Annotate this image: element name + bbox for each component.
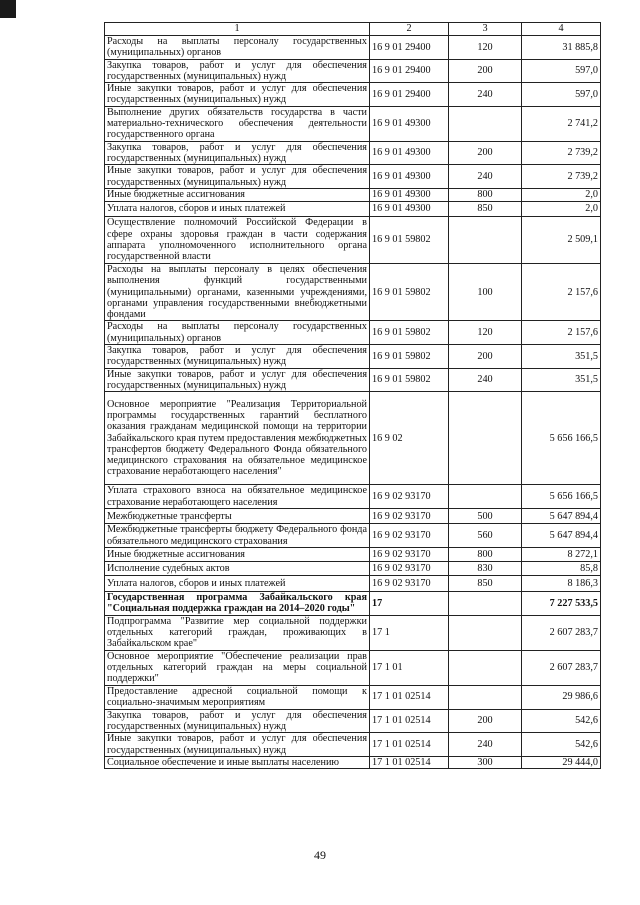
header-row [105, 23, 601, 36]
table-row [105, 561, 601, 575]
row-code-cell: 17 [370, 591, 449, 615]
table-row [105, 141, 601, 165]
row-sum-cell: 2 741,2 [522, 106, 601, 141]
table-row [105, 201, 601, 216]
row-sum-cell: 2 607 283,7 [522, 615, 601, 650]
table-row [105, 263, 601, 320]
row-name-cell: Расходы на выплаты персоналу государственных (муниципальных) органов [105, 36, 370, 60]
row-name-cell: Основное мероприятие "Реализация Территориальной программы государственных гарантий бесплатного оказания гражданам медицинской помощи на территории Забайкальского края путем предоставления межбюджетных трансфертов бюджету Федерального Фонда обязательного медицинского страхования на обязательное медицинское страхование неработающего населения" [105, 392, 370, 485]
row-name-cell: Закупка товаров, работ и услуг для обеспечения государственных (муниципальных) нужд [105, 709, 370, 733]
row-name-cell: Выполнение других обязательств государства в части материально-технического обеспечения деятельности государственного органа [105, 106, 370, 141]
row-sum-cell: 2,0 [522, 188, 601, 201]
row-sum-cell: 8 272,1 [522, 547, 601, 561]
row-type-cell [449, 216, 522, 263]
row-code-cell: 16 9 01 49300 [370, 141, 449, 165]
row-type-cell [449, 685, 522, 709]
row-sum-cell: 597,0 [522, 59, 601, 83]
table-row [105, 524, 601, 548]
table-row [105, 685, 601, 709]
row-sum-cell: 2 509,1 [522, 216, 601, 263]
row-type-cell: 120 [449, 36, 522, 60]
row-type-cell: 240 [449, 165, 522, 189]
table-row [105, 188, 601, 201]
row-type-cell: 200 [449, 59, 522, 83]
row-name-cell: Уплата налогов, сборов и иных платежей [105, 575, 370, 591]
row-type-cell: 800 [449, 547, 522, 561]
row-name-cell: Иные закупки товаров, работ и услуг для обеспечения государственных (муниципальных) нужд [105, 368, 370, 392]
row-type-cell: 850 [449, 575, 522, 591]
row-name-cell: Уплата страхового взноса на обязательное медицинское страхование неработающего населения [105, 485, 370, 509]
row-name-cell: Межбюджетные трансферты бюджету Федерального фонда обязательного медицинского страхования [105, 524, 370, 548]
row-type-cell [449, 650, 522, 685]
row-name-cell: Закупка товаров, работ и услуг для обеспечения государственных (муниципальных) нужд [105, 141, 370, 165]
table-row [105, 321, 601, 345]
row-name-cell: Расходы на выплаты персоналу государственных (муниципальных) органов [105, 321, 370, 345]
table-row [105, 615, 601, 650]
row-code-cell: 16 9 01 49300 [370, 201, 449, 216]
row-type-cell [449, 106, 522, 141]
row-sum-cell: 2,0 [522, 201, 601, 216]
row-sum-cell: 5 656 166,5 [522, 392, 601, 485]
row-code-cell: 16 9 01 49300 [370, 188, 449, 201]
row-code-cell: 16 9 01 59802 [370, 263, 449, 320]
row-sum-cell: 31 885,8 [522, 36, 601, 60]
row-code-cell: 17 1 [370, 615, 449, 650]
row-sum-cell: 542,6 [522, 733, 601, 757]
row-type-cell: 500 [449, 509, 522, 524]
table-row [105, 756, 601, 768]
header-cell-name: 1 [105, 23, 370, 36]
row-name-cell: Иные закупки товаров, работ и услуг для обеспечения государственных (муниципальных) нужд [105, 83, 370, 107]
row-name-cell: Иные закупки товаров, работ и услуг для обеспечения государственных (муниципальных) нужд [105, 733, 370, 757]
row-sum-cell: 2 607 283,7 [522, 650, 601, 685]
table-row [105, 547, 601, 561]
row-type-cell: 100 [449, 263, 522, 320]
row-code-cell: 16 9 02 93170 [370, 524, 449, 548]
table-row [105, 509, 601, 524]
row-type-cell: 800 [449, 188, 522, 201]
row-sum-cell: 85,8 [522, 561, 601, 575]
header-cell-type: 3 [449, 23, 522, 36]
row-code-cell: 16 9 01 59802 [370, 345, 449, 369]
row-sum-cell: 2 157,6 [522, 321, 601, 345]
table-row [105, 59, 601, 83]
row-code-cell: 16 9 02 93170 [370, 575, 449, 591]
table-row [105, 709, 601, 733]
row-name-cell: Государственная программа Забайкальского края "Социальная поддержка граждан на 2014–2020 годы" [105, 591, 370, 615]
row-code-cell: 17 1 01 02514 [370, 756, 449, 768]
row-sum-cell: 29 986,6 [522, 685, 601, 709]
row-sum-cell: 8 186,3 [522, 575, 601, 591]
row-code-cell: 16 9 01 59802 [370, 321, 449, 345]
table-row [105, 591, 601, 615]
row-name-cell: Иные бюджетные ассигнования [105, 547, 370, 561]
row-type-cell [449, 485, 522, 509]
row-type-cell: 850 [449, 201, 522, 216]
row-name-cell: Иные бюджетные ассигнования [105, 188, 370, 201]
table-row [105, 392, 601, 485]
table-row [105, 106, 601, 141]
row-sum-cell: 351,5 [522, 345, 601, 369]
row-type-cell: 120 [449, 321, 522, 345]
header-cell-sum: 4 [522, 23, 601, 36]
row-code-cell: 16 9 02 [370, 392, 449, 485]
table-row [105, 575, 601, 591]
budget-table [104, 22, 601, 769]
row-code-cell: 16 9 02 93170 [370, 509, 449, 524]
row-sum-cell: 7 227 533,5 [522, 591, 601, 615]
row-code-cell: 16 9 02 93170 [370, 547, 449, 561]
table-row [105, 485, 601, 509]
row-type-cell: 240 [449, 733, 522, 757]
row-type-cell: 200 [449, 709, 522, 733]
row-code-cell: 16 9 01 29400 [370, 83, 449, 107]
row-name-cell: Предоставление адресной социальной помощи к социально-значимым мероприятиям [105, 685, 370, 709]
row-type-cell: 200 [449, 345, 522, 369]
row-type-cell: 830 [449, 561, 522, 575]
row-type-cell [449, 591, 522, 615]
row-code-cell: 17 1 01 [370, 650, 449, 685]
row-type-cell: 200 [449, 141, 522, 165]
row-name-cell: Иные закупки товаров, работ и услуг для обеспечения государственных (муниципальных) нужд [105, 165, 370, 189]
row-name-cell: Основное мероприятие "Обеспечение реализации прав отдельных категорий граждан на меры социальной поддержки" [105, 650, 370, 685]
table-row [105, 36, 601, 60]
row-code-cell: 16 9 02 93170 [370, 485, 449, 509]
table-row [105, 165, 601, 189]
row-name-cell: Закупка товаров, работ и услуг для обеспечения государственных (муниципальных) нужд [105, 59, 370, 83]
row-type-cell: 240 [449, 368, 522, 392]
row-code-cell: 17 1 01 02514 [370, 709, 449, 733]
row-sum-cell: 29 444,0 [522, 756, 601, 768]
row-code-cell: 16 9 01 59802 [370, 216, 449, 263]
table-row [105, 216, 601, 263]
row-sum-cell: 2 739,2 [522, 141, 601, 165]
page-number: 49 [314, 848, 326, 862]
row-name-cell: Осуществление полномочий Российской Федерации в сфере охраны здоровья граждан в части содержания аппарата уполномоченного исполнительного органа государственной власти [105, 216, 370, 263]
row-sum-cell: 2 739,2 [522, 165, 601, 189]
row-name-cell: Уплата налогов, сборов и иных платежей [105, 201, 370, 216]
row-code-cell: 17 1 01 02514 [370, 733, 449, 757]
row-code-cell: 16 9 01 29400 [370, 59, 449, 83]
table-row [105, 368, 601, 392]
row-type-cell [449, 392, 522, 485]
row-code-cell: 16 9 02 93170 [370, 561, 449, 575]
row-type-cell: 240 [449, 83, 522, 107]
table-row [105, 733, 601, 757]
row-sum-cell: 2 157,6 [522, 263, 601, 320]
row-code-cell: 16 9 01 29400 [370, 36, 449, 60]
row-name-cell: Закупка товаров, работ и услуг для обеспечения государственных (муниципальных) нужд [105, 345, 370, 369]
table-row [105, 83, 601, 107]
row-sum-cell: 597,0 [522, 83, 601, 107]
row-type-cell [449, 615, 522, 650]
table-row [105, 345, 601, 369]
row-name-cell: Подпрограмма "Развитие мер социальной поддержки отдельных категорий граждан, проживающих в Забайкальском крае" [105, 615, 370, 650]
row-sum-cell: 351,5 [522, 368, 601, 392]
row-code-cell: 16 9 01 49300 [370, 106, 449, 141]
row-code-cell: 17 1 01 02514 [370, 685, 449, 709]
header-cell-code: 2 [370, 23, 449, 36]
row-type-cell: 560 [449, 524, 522, 548]
row-name-cell: Исполнение судебных актов [105, 561, 370, 575]
table-row [105, 650, 601, 685]
row-name-cell: Расходы на выплаты персоналу в целях обеспечения выполнения функций государственными (муниципальными) органами, казенными учреждениями, органами управления государственными внебюджетными фондами [105, 263, 370, 320]
row-sum-cell: 5 656 166,5 [522, 485, 601, 509]
row-code-cell: 16 9 01 59802 [370, 368, 449, 392]
row-sum-cell: 5 647 894,4 [522, 524, 601, 548]
row-sum-cell: 542,6 [522, 709, 601, 733]
row-code-cell: 16 9 01 49300 [370, 165, 449, 189]
row-name-cell: Социальное обеспечение и иные выплаты населению [105, 756, 370, 768]
row-type-cell: 300 [449, 756, 522, 768]
row-name-cell: Межбюджетные трансферты [105, 509, 370, 524]
row-sum-cell: 5 647 894,4 [522, 509, 601, 524]
scan-edge-mark [0, 0, 16, 18]
